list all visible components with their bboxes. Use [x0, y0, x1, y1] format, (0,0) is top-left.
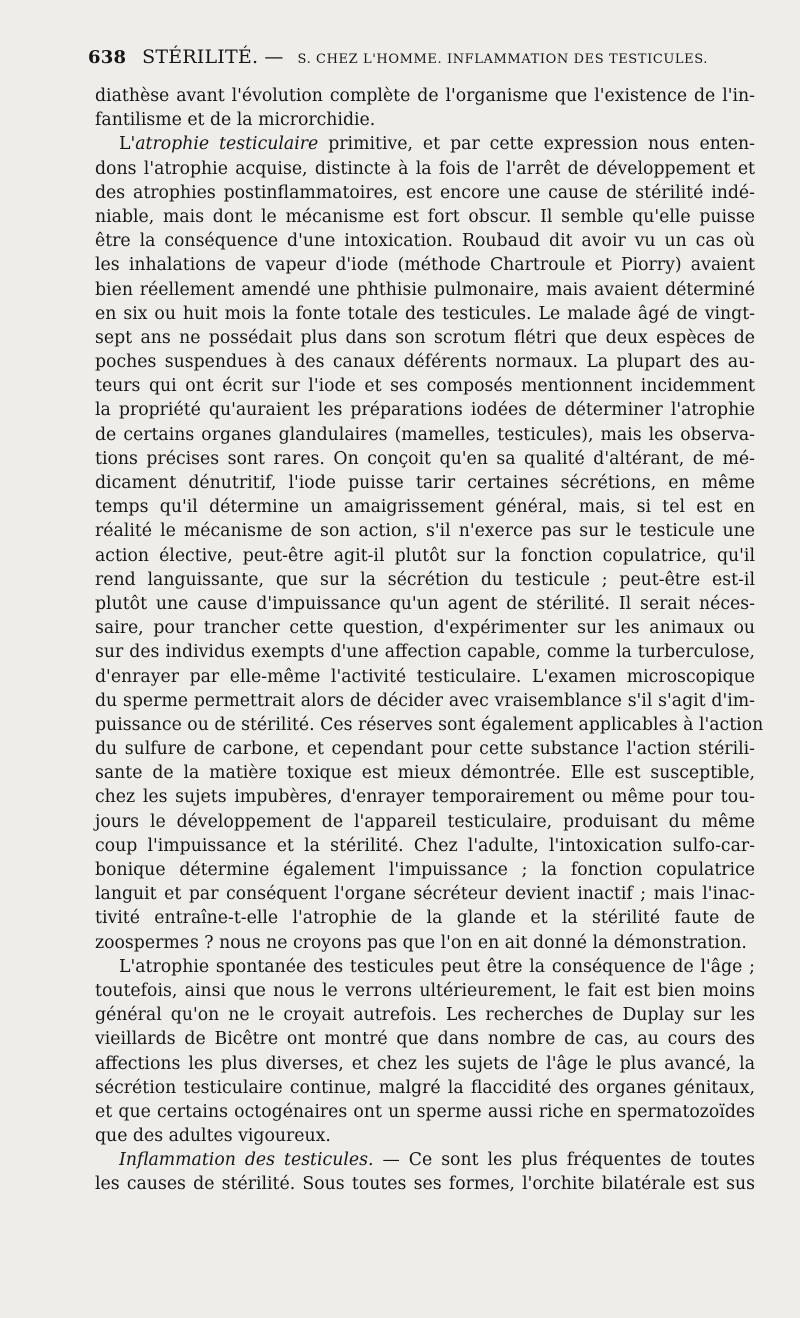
text-line-15: de certains organes glandulaires (mamelles, testicules), mais les observa-: [95, 424, 755, 445]
text-line-9: bien réellement amendé une phthisie pulmonaire, mais avaient déterminé: [95, 279, 755, 300]
text-line-42: sécrétion testiculaire continue, malgré la flaccidité des organes génitaux,: [95, 1077, 755, 1098]
text-line-27: puissance ou de stérilité. Ces réserves sont également applicables à l'action: [95, 714, 764, 735]
text-line-44: que des adultes vigoureux.: [95, 1126, 331, 1147]
text-line-8: les inhalations de vapeur d'iode (méthode Chartroule et Piorry) avaient: [95, 255, 755, 276]
text-line-30: chez les sujets impubères, d'enrayer temporairement ou même pour tou-: [95, 787, 755, 808]
running-head: [88, 44, 768, 73]
text-line-3: L'atrophie testiculaire primitive, et par cette expression nous enten-: [119, 134, 755, 155]
text-line-11: sept ans ne possédait plus dans son scrotum flétri que deux espèces de: [95, 327, 755, 348]
text-line-43: et que certains octogénaires ont un sperme aussi riche en spermatozoïdes: [95, 1101, 755, 1122]
text-line-46: les causes de stérilité. Sous toutes ses formes, l'orchite bilatérale est sus: [95, 1174, 755, 1195]
running-title: STÉRILITÉ. —: [142, 46, 284, 68]
text-line-7: être la conséquence d'une intoxication. Roubaud dit avoir vu un cas où: [95, 231, 755, 252]
text-line-36: zoospermes ? nous ne croyons pas que l'on en ait donné la démonstration.: [95, 932, 747, 953]
text-line-13: teurs qui ont écrit sur l'iode et ses composés mentionnent incidemment: [95, 376, 755, 397]
section-title: S. CHEZ L'HOMME. INFLAMMATION DES TESTICULES.: [297, 52, 709, 67]
text-line-4: dons l'atrophie acquise, distincte à la fois de l'arrêt de développement et: [95, 158, 755, 179]
text-line-22: plutôt une cause d'impuissance qu'un agent de stérilité. Il serait néces-: [95, 593, 755, 614]
text-line-5: des atrophies postinflammatoires, est encore une cause de stérilité indé-: [95, 182, 755, 203]
text-line-16: tions précises sont rares. On conçoit qu'en sa qualité d'altérant, de mé-: [95, 448, 755, 469]
text-line-12: poches suspendues à des canaux déférents normaux. La plupart des au-: [95, 352, 755, 373]
text-line-10: en six ou huit mois la fonte totale des testicules. Le malade âgé de vingt-: [95, 303, 755, 324]
text-line-31: jours le développement de l'appareil testiculaire, produisant du même: [95, 811, 755, 832]
italic-term: atrophie testiculaire: [135, 134, 319, 155]
text-line-38: toutefois, ainsi que nous le verrons ultérieurement, le fait est bien moins: [95, 980, 755, 1001]
text-line-37: L'atrophie spontanée des testicules peut être la conséquence de l'âge ;: [119, 956, 755, 977]
page-number: 638: [88, 47, 127, 68]
text-line-20: action élective, peut-être agit-il plutôt sur la fonction copulatrice, qu'il: [95, 545, 755, 566]
text-line-40: vieillards de Bicêtre ont montré que dans nombre de cas, au cours des: [95, 1029, 755, 1050]
text-line-14: la propriété qu'auraient les préparations iodées de déterminer l'atrophie: [95, 400, 755, 421]
body-text: [95, 84, 764, 1197]
section-heading: Inflammation des testicules.: [119, 1150, 374, 1171]
text-line-26: du sperme permettrait alors de décider avec vraisemblance s'il s'agit d'im-: [95, 690, 755, 711]
text-line-29: sante de la matière toxique est mieux démontrée. Elle est susceptible,: [95, 763, 755, 784]
text-line-17: dicament dénutritif, l'iode puisse tarir certaines sécrétions, en même: [95, 473, 755, 493]
text-line-41: affections les plus diverses, et chez les sujets de l'âge le plus avancé, la: [95, 1053, 755, 1074]
text-line-2: fantilisme et de la microrchidie.: [95, 110, 376, 131]
text-line-34: languit et par conséquent l'organe sécréteur devient inactif ; mais l'inac-: [95, 884, 755, 905]
text-line-32: coup l'impuissance et la stérilité. Chez l'adulte, l'intoxication sulfo-car-: [95, 835, 755, 856]
text-line-45: Inflammation des testicules. — Ce sont les plus fréquentes de toutes: [119, 1150, 756, 1171]
text-line-33: bonique détermine également l'impuissance ; la fonction copulatrice: [95, 860, 755, 880]
text-line-19: réalité le mécanisme de son action, s'il n'exerce pas sur le testicule une: [95, 521, 755, 542]
text-line-23: saire, pour trancher cette question, d'expérimenter sur les animaux ou: [95, 618, 755, 639]
text-line-1: diathèse avant l'évolution complète de l'organisme que l'existence de l'in-: [95, 86, 755, 106]
text-line-21: rend languissante, que sur la sécrétion du testicule ; peut-être est-il: [95, 569, 755, 590]
text-line-18: temps qu'il détermine un amaigrissement général, mais, si tel est en: [95, 497, 755, 518]
text-line-28: du sulfure de carbone, et cependant pour cette substance l'action stérili-: [95, 739, 755, 760]
text-line-6: niable, mais dont le mécanisme est fort obscur. Il semble qu'elle puisse: [95, 206, 755, 227]
text-line-25: d'enrayer par elle-même l'activité testiculaire. L'examen microscopique: [95, 666, 755, 687]
text-line-24: sur des individus exempts d'une affection capable, comme la turberculose,: [95, 642, 755, 663]
text-line-35: tivité entraîne-t-elle l'atrophie de la glande et la stérilité faute de: [95, 908, 755, 929]
text-line-39: général qu'on ne le croyait autrefois. Les recherches de Duplay sur les: [95, 1005, 755, 1026]
